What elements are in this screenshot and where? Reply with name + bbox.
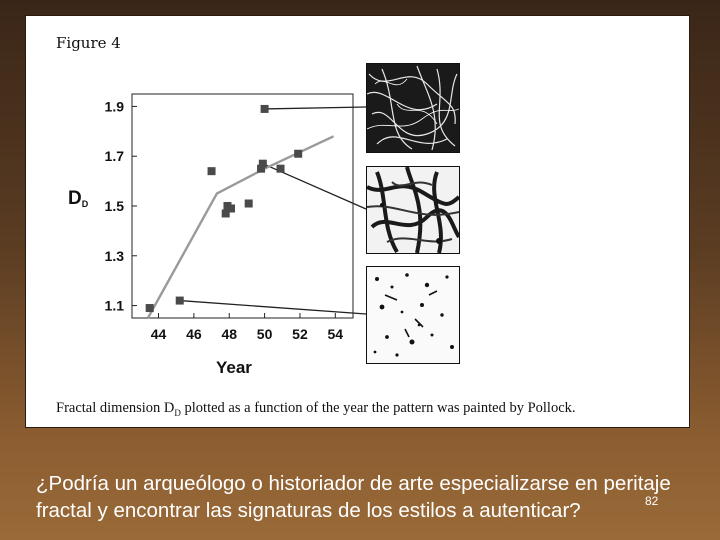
- figure-label: Figure 4: [56, 34, 121, 52]
- scatter-chart: [26, 16, 689, 427]
- y-tick-label: 1.9: [104, 98, 124, 115]
- data-point: [146, 304, 154, 312]
- y-axis-label: DD: [68, 188, 89, 209]
- x-tick-label: 46: [186, 326, 202, 342]
- data-point: [294, 150, 302, 158]
- data-point: [208, 167, 216, 175]
- data-point: [245, 200, 253, 208]
- trend-line: [148, 136, 334, 318]
- leader-line: [265, 107, 366, 109]
- painting-texture-medium: [367, 167, 459, 253]
- figure-panel: [25, 15, 690, 428]
- data-point: [176, 297, 184, 305]
- y-tick-label: 1.5: [104, 198, 124, 214]
- painting-texture-sparse: [367, 267, 459, 363]
- slide-question-text: ¿Podría un arqueólogo o historiador de arte especializarse en peritaje fractal y encontrar las signaturas de los estilos a autenticar?: [36, 472, 671, 522]
- plot-frame: [132, 94, 353, 318]
- painting-texture-dense: [367, 64, 459, 152]
- data-point: [261, 105, 269, 113]
- x-tick-label: 50: [256, 326, 273, 342]
- y-tick-label: 1.3: [104, 247, 124, 264]
- figure-caption: Fractal dimension $D_D$ plotted as a function of the year the pattern was painted by Pollock.: [56, 400, 576, 418]
- x-tick-label: 44: [150, 326, 167, 342]
- x-tick-label: 54: [327, 326, 344, 342]
- leader-line: [180, 301, 366, 314]
- y-tick-label: 1.7: [104, 148, 124, 165]
- data-point: [227, 204, 235, 212]
- painting-thumbnail-1: [366, 63, 460, 153]
- painting-thumbnail-2: [366, 166, 460, 254]
- x-axis-label: Year: [216, 358, 252, 377]
- data-point: [259, 160, 267, 168]
- y-tick-label: 1.1: [104, 297, 124, 314]
- slide-page-number: 82: [645, 494, 659, 508]
- x-tick-label: 48: [221, 326, 238, 342]
- data-point: [277, 165, 285, 173]
- painting-thumbnail-3: [366, 266, 460, 364]
- x-tick-label: 52: [292, 326, 308, 342]
- axis-ticks: [105, 98, 344, 342]
